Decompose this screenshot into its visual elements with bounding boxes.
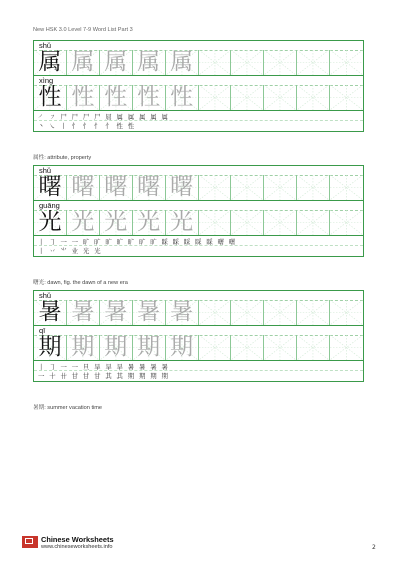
trace-character: 期: [71, 335, 95, 360]
trace-character-cell: [67, 300, 100, 325]
trace-character: 暑: [71, 300, 95, 325]
model-character: 期: [38, 335, 62, 360]
stroke-order-line: 丨 丷 ⺌ 业 光 光: [38, 247, 102, 255]
practice-cell[interactable]: [231, 300, 264, 325]
trace-character: 期: [104, 335, 128, 360]
trace-character: 性: [137, 85, 161, 110]
stroke-order-line: 丨 ㇆ 一 一 旦 旱 旱 旱 暑 暑 暑 暑: [38, 363, 170, 371]
character-row: [34, 76, 363, 111]
trace-character: 暑: [104, 300, 128, 325]
practice-cell[interactable]: [231, 175, 264, 200]
pinyin-text: shǔ: [39, 166, 52, 175]
trace-character: 暑: [137, 300, 161, 325]
character-row: [34, 41, 363, 76]
character-row: [34, 166, 363, 201]
model-character-cell: [34, 335, 67, 360]
practice-cell[interactable]: [330, 335, 363, 360]
character-row: [34, 201, 363, 236]
trace-character-cell: [166, 50, 199, 75]
model-character-cell: [34, 175, 67, 200]
trace-character-cell: [133, 50, 166, 75]
character-row: [34, 291, 363, 326]
model-character-cell: [34, 210, 67, 235]
practice-cell[interactable]: [264, 85, 297, 110]
pinyin-text: guāng: [39, 201, 60, 210]
model-character: 曙: [38, 175, 62, 200]
practice-cell[interactable]: [297, 210, 330, 235]
trace-character-cell: [133, 335, 166, 360]
trace-character: 光: [170, 210, 194, 235]
practice-cell[interactable]: [264, 175, 297, 200]
footer-brand: Chinese Worksheets: [41, 535, 114, 544]
trace-character-cell: [67, 85, 100, 110]
stroke-order: [34, 236, 363, 256]
stroke-order-line: 丶 ㇏ 丨 忄 忄 忄 忄 性 性: [38, 122, 136, 130]
stroke-order-line: 一 十 卄 甘 甘 甘 其 其 期 期 期 期: [38, 372, 170, 380]
stroke-order-line: 丨 ㇆ 一 一 旷 旷 旷 旷 旷 旷 旷 睬 睬 睬 睬 睬 曙 曙: [38, 238, 237, 246]
practice-cell[interactable]: [330, 175, 363, 200]
practice-cell[interactable]: [199, 210, 232, 235]
practice-cell[interactable]: [264, 50, 297, 75]
trace-character-cell: [67, 210, 100, 235]
page-title: New HSK 3.0 Level 7-9 Word List Part 3: [33, 27, 133, 33]
pinyin-text: qī: [39, 326, 46, 335]
model-character-cell: [34, 85, 67, 110]
practice-cell[interactable]: [231, 85, 264, 110]
word-block: [33, 165, 364, 257]
trace-character: 曙: [170, 175, 194, 200]
word-meaning: 暑期: summer vacation time: [33, 405, 103, 411]
trace-character-cell: [133, 300, 166, 325]
page-number: 2: [372, 544, 376, 551]
practice-cell[interactable]: [297, 85, 330, 110]
practice-cell[interactable]: [264, 210, 297, 235]
practice-cell[interactable]: [199, 335, 232, 360]
practice-cell[interactable]: [231, 210, 264, 235]
practice-cell[interactable]: [231, 335, 264, 360]
word-meaning: 属性: attribute, property: [33, 155, 92, 161]
trace-character: 光: [71, 210, 95, 235]
trace-character: 属: [71, 50, 95, 75]
trace-character-cell: [100, 210, 133, 235]
trace-character: 属: [104, 50, 128, 75]
trace-character-cell: [133, 210, 166, 235]
trace-character-cell: [67, 175, 100, 200]
practice-cell[interactable]: [330, 300, 363, 325]
model-character: 性: [38, 85, 62, 110]
practice-cell[interactable]: [231, 50, 264, 75]
trace-character: 光: [104, 210, 128, 235]
trace-character-cell: [166, 85, 199, 110]
practice-cell[interactable]: [330, 210, 363, 235]
practice-cell[interactable]: [199, 85, 232, 110]
trace-character: 曙: [137, 175, 161, 200]
trace-character-cell: [166, 300, 199, 325]
model-character: 光: [38, 210, 62, 235]
practice-cell[interactable]: [330, 85, 363, 110]
model-character-cell: [34, 300, 67, 325]
practice-cell[interactable]: [297, 50, 330, 75]
trace-character-cell: [67, 335, 100, 360]
trace-character: 曙: [104, 175, 128, 200]
practice-cell[interactable]: [264, 300, 297, 325]
model-character-cell: [34, 50, 67, 75]
trace-character-cell: [67, 50, 100, 75]
trace-character-cell: [166, 335, 199, 360]
word-block: [33, 290, 364, 382]
trace-character: 曙: [71, 175, 95, 200]
trace-character: 属: [137, 50, 161, 75]
pinyin-text: shǔ: [39, 41, 52, 50]
trace-character-cell: [100, 50, 133, 75]
practice-cell[interactable]: [330, 50, 363, 75]
pinyin-text: xìng: [39, 76, 54, 85]
practice-cell[interactable]: [297, 335, 330, 360]
practice-cell[interactable]: [297, 175, 330, 200]
word-meaning: 曙光: dawn, fig. the dawn of a new era: [33, 280, 128, 286]
trace-character-cell: [100, 175, 133, 200]
trace-character-cell: [100, 300, 133, 325]
stroke-order: [34, 361, 363, 381]
trace-character-cell: [100, 85, 133, 110]
trace-character-cell: [166, 175, 199, 200]
model-character: 暑: [38, 300, 62, 325]
trace-character: 性: [71, 85, 95, 110]
trace-character-cell: [133, 85, 166, 110]
practice-cell[interactable]: [199, 300, 232, 325]
stroke-order: [34, 111, 363, 131]
practice-cell[interactable]: [297, 300, 330, 325]
trace-character: 属: [170, 50, 194, 75]
character-row: [34, 326, 363, 361]
trace-character: 光: [137, 210, 161, 235]
trace-character-cell: [166, 210, 199, 235]
model-character: 属: [38, 50, 62, 75]
trace-character: 性: [104, 85, 128, 110]
trace-character-cell: [100, 335, 133, 360]
brand-logo-icon: [22, 536, 38, 548]
trace-character: 期: [170, 335, 194, 360]
stroke-order-line: ㇒ ㇇ 尸 尸 尸 尸 屈 属 属 属 属 属: [38, 113, 170, 121]
pinyin-text: shǔ: [39, 291, 52, 300]
footer-url[interactable]: www.chineseworksheets.info: [41, 544, 113, 550]
trace-character: 期: [137, 335, 161, 360]
practice-cell[interactable]: [264, 335, 297, 360]
trace-character: 暑: [170, 300, 194, 325]
word-block: [33, 40, 364, 132]
trace-character-cell: [133, 175, 166, 200]
practice-cell[interactable]: [199, 175, 232, 200]
practice-cell[interactable]: [199, 50, 232, 75]
trace-character: 性: [170, 85, 194, 110]
